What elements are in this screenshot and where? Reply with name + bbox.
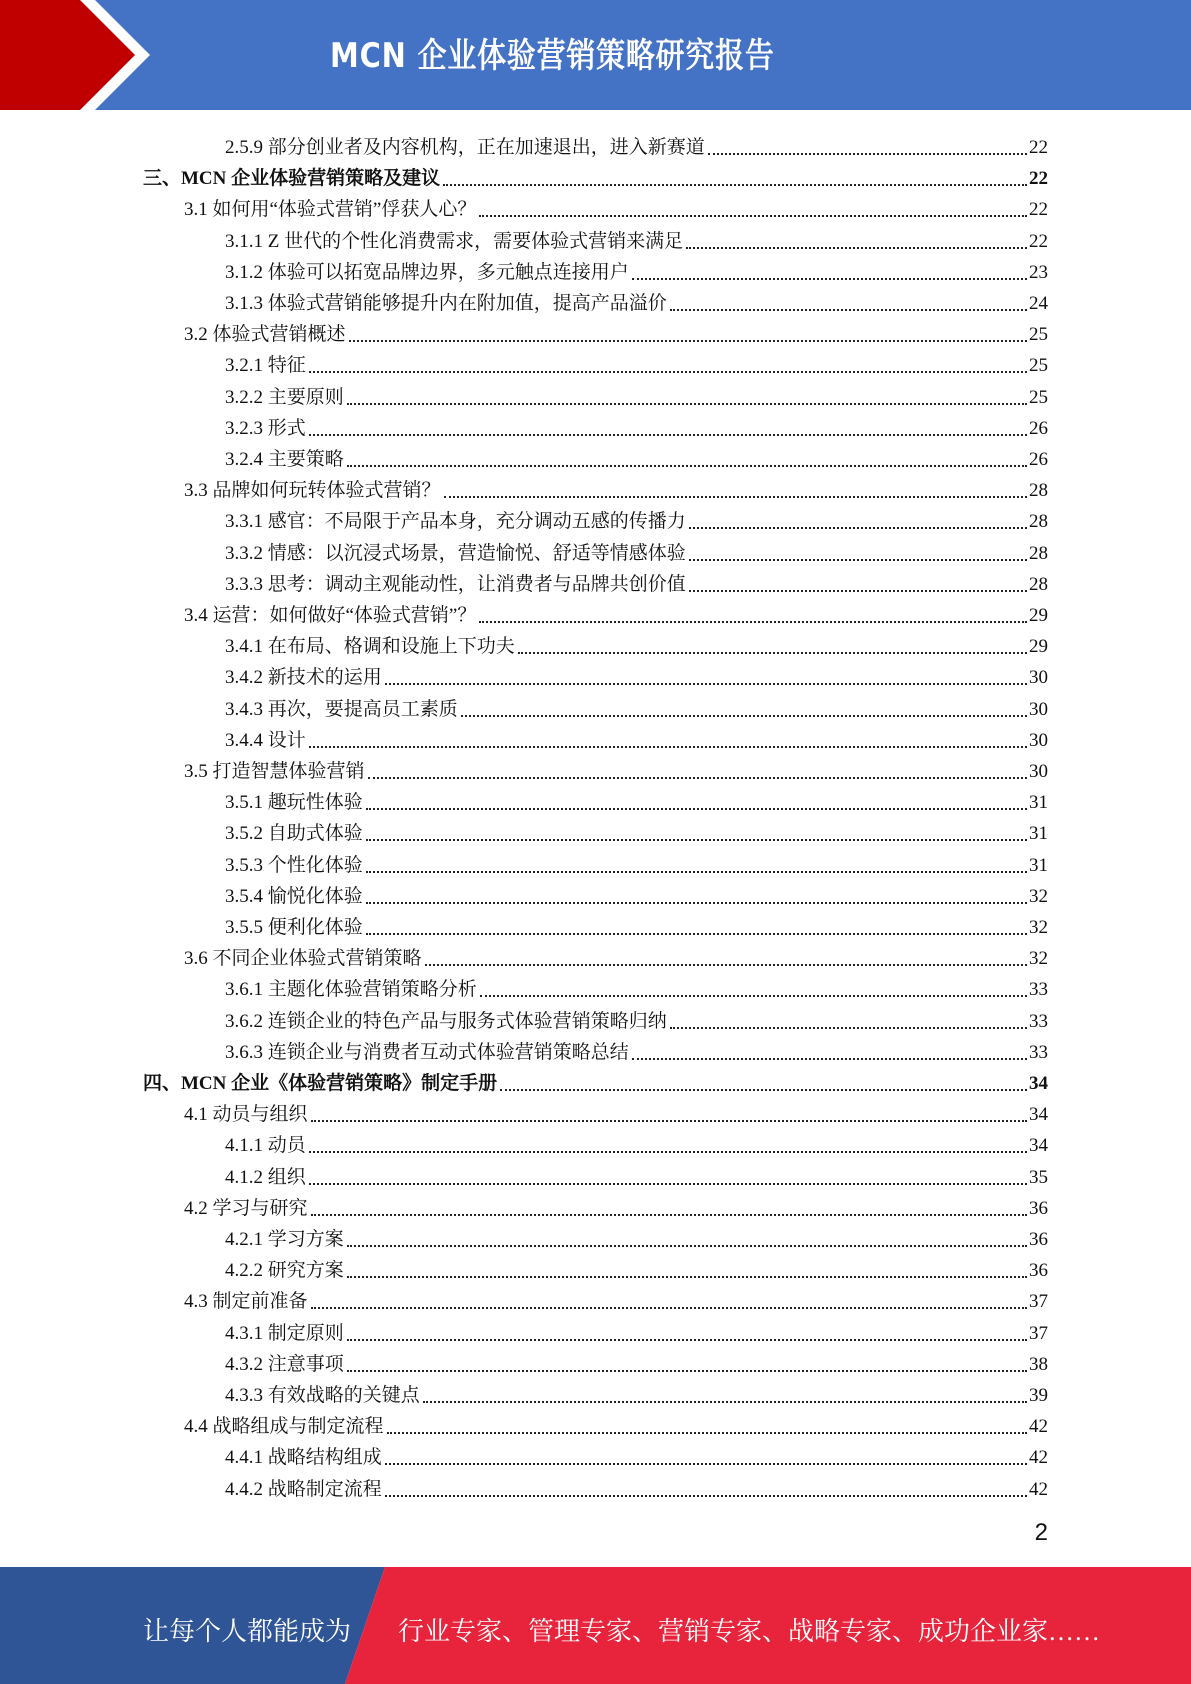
toc-entry-page: 28	[1029, 542, 1048, 564]
toc-entry[interactable]	[225, 253, 1048, 284]
header-arrow-decoration	[0, 0, 160, 110]
toc-entry-page: 34	[1029, 1073, 1048, 1094]
toc-entry-label: 3.2.1 特征	[225, 355, 306, 377]
toc-entry-page: 22	[1029, 199, 1048, 221]
toc-entry[interactable]	[184, 939, 1048, 970]
toc-entry-label: 4.1.1 动员	[225, 1135, 306, 1157]
toc-entry[interactable]	[225, 970, 1048, 1001]
toc-entry-label: 3.4 运营：如何做好“体验式营销”？	[184, 605, 477, 626]
toc-dot-leader	[670, 309, 1027, 311]
toc-entry-page: 37	[1029, 1322, 1048, 1344]
toc-entry-page: 22	[1029, 137, 1048, 158]
toc-entry-page: 39	[1029, 1385, 1048, 1406]
toc-entry[interactable]	[225, 1158, 1048, 1189]
toc-entry-page: 38	[1029, 1353, 1048, 1375]
toc-entry[interactable]	[225, 1220, 1048, 1251]
page-footer	[0, 1567, 1191, 1684]
toc-entry-page: 29	[1029, 605, 1048, 626]
toc-entry-page: 33	[1029, 1010, 1048, 1032]
toc-dot-leader	[500, 1089, 1027, 1091]
toc-dot-leader	[347, 1370, 1027, 1372]
toc-dot-leader	[368, 777, 1027, 779]
toc-entry[interactable]	[225, 814, 1048, 845]
toc-entry-label: 3.6.1 主题化体验营销策略分析	[225, 979, 477, 1001]
toc-entry-label: 4.4 战略组成与制定流程	[184, 1416, 384, 1438]
toc-entry[interactable]	[184, 752, 1048, 783]
toc-entry[interactable]	[225, 1251, 1048, 1282]
toc-entry-page: 28	[1029, 511, 1048, 533]
toc-dot-leader	[461, 715, 1027, 717]
page-header	[0, 0, 1191, 110]
toc-entry-page: 25	[1029, 386, 1048, 408]
toc-dot-leader	[387, 1432, 1027, 1434]
toc-entry-page: 26	[1029, 449, 1048, 470]
toc-entry-label: 4.2 学习与研究	[184, 1197, 308, 1219]
toc-entry-page: 25	[1029, 355, 1048, 377]
toc-entry-label: 3.2.3 形式	[225, 417, 306, 439]
toc-entry[interactable]	[225, 1002, 1048, 1033]
toc-dot-leader	[479, 215, 1027, 217]
toc-entry-label: 三、MCN 企业体验营销策略及建议	[143, 168, 441, 190]
toc-dot-leader	[632, 278, 1027, 280]
toc-entry-label: 3.6 不同企业体验式营销策略	[184, 948, 422, 970]
toc-entry-page: 31	[1029, 823, 1048, 845]
toc-entry-label: 3.4.4 设计	[225, 729, 306, 751]
toc-dot-leader	[479, 621, 1027, 623]
toc-entry-page: 30	[1029, 698, 1048, 720]
toc-entry[interactable]	[225, 1126, 1048, 1157]
toc-entry-page: 35	[1029, 1166, 1048, 1188]
toc-dot-leader	[309, 746, 1027, 748]
page-title: MCN 企业体验营销策略研究报告	[330, 36, 775, 76]
toc-entry[interactable]	[184, 190, 1048, 221]
toc-entry[interactable]	[184, 471, 1048, 502]
toc-entry-label: 3.2 体验式营销概述	[184, 324, 346, 346]
toc-entry-label: 3.1.2 体验可以拓宽品牌边界，多元触点连接用户	[225, 261, 629, 283]
toc-entry[interactable]	[225, 627, 1048, 658]
toc-dot-leader	[385, 1495, 1027, 1497]
toc-entry[interactable]	[225, 1470, 1048, 1501]
toc-entry-label: 4.3 制定前准备	[184, 1291, 308, 1313]
toc-entry[interactable]	[184, 315, 1048, 346]
toc-entry[interactable]	[225, 908, 1048, 939]
toc-dot-leader	[480, 995, 1027, 997]
toc-dot-leader	[311, 1120, 1027, 1122]
toc-dot-leader	[366, 839, 1027, 841]
toc-entry-page: 24	[1029, 293, 1048, 314]
toc-entry[interactable]	[225, 783, 1048, 814]
toc-dot-leader	[347, 465, 1027, 467]
toc-entry-label: 3.4.2 新技术的运用	[225, 667, 382, 689]
toc-dot-leader	[670, 1027, 1027, 1029]
page-number: 2	[1034, 1519, 1048, 1546]
toc-entry[interactable]	[184, 1407, 1048, 1438]
toc-entry[interactable]	[225, 346, 1048, 377]
toc-entry-label: 3.3.1 感官：不局限于产品本身，充分调动五感的传播力	[225, 511, 686, 533]
toc-entry-label: 4.2.1 学习方案	[225, 1229, 344, 1250]
toc-dot-leader	[366, 933, 1027, 935]
toc-dot-leader	[309, 434, 1027, 436]
toc-dot-leader	[347, 1276, 1027, 1278]
footer-slogan-right: 行业专家、管理专家、营销专家、战略专家、成功企业家……	[398, 1617, 1101, 1646]
toc-entry-page: 30	[1029, 667, 1048, 689]
toc-entry-label: 3.5.3 个性化体验	[225, 854, 363, 876]
toc-dot-leader	[708, 153, 1027, 155]
toc-entry-page: 30	[1029, 761, 1048, 782]
toc-dot-leader	[347, 1339, 1027, 1341]
toc-entry[interactable]	[225, 1314, 1048, 1345]
toc-entry-page: 32	[1029, 917, 1048, 938]
toc-entry-page: 34	[1029, 1135, 1048, 1157]
toc-entry[interactable]	[225, 721, 1048, 752]
toc-entry[interactable]	[225, 658, 1048, 689]
toc-dot-leader	[349, 340, 1027, 342]
toc-dot-leader	[425, 964, 1027, 966]
toc-entry-label: 3.2.2 主要原则	[225, 386, 344, 408]
toc-entry-label: 3.4.3 再次，要提高员工素质	[225, 698, 458, 720]
toc-entry-page: 42	[1029, 1447, 1048, 1469]
toc-entry[interactable]	[225, 440, 1048, 471]
toc-entry-label: 4.4.2 战略制定流程	[225, 1478, 382, 1500]
toc-dot-leader	[347, 1245, 1027, 1247]
toc-entry[interactable]	[225, 565, 1048, 596]
toc-entry[interactable]	[184, 596, 1048, 627]
toc-entry-page: 37	[1029, 1291, 1048, 1313]
toc-entry-page: 32	[1029, 885, 1048, 907]
toc-dot-leader	[444, 496, 1027, 498]
toc-entry-label: 3.5.1 趣玩性体验	[225, 792, 363, 814]
toc-entry[interactable]	[225, 877, 1048, 908]
toc-dot-leader	[311, 1307, 1027, 1309]
toc-entry-page: 32	[1029, 948, 1048, 970]
toc-entry-label: 4.3.3 有效战略的关键点	[225, 1385, 420, 1406]
toc-entry-label: 3.6.2 连锁企业的特色产品与服务式体验营销策略归纳	[225, 1010, 667, 1032]
toc-entry[interactable]	[225, 378, 1048, 409]
toc-entry-label: 3.5.4 愉悦化体验	[225, 885, 363, 907]
toc-entry-label: 4.2.2 研究方案	[225, 1260, 344, 1282]
toc-entry-label: 3.1.3 体验式营销能够提升内在附加值，提高产品溢价	[225, 293, 667, 314]
toc-dot-leader	[309, 1183, 1027, 1185]
toc-entry[interactable]	[225, 222, 1048, 253]
toc-dot-leader	[423, 1401, 1027, 1403]
toc-entry-label: 3.2.4 主要策略	[225, 449, 344, 470]
toc-entry[interactable]	[225, 502, 1048, 533]
toc-entry[interactable]	[225, 284, 1048, 315]
toc-entry-label: 3.5.5 便利化体验	[225, 917, 363, 938]
toc-entry-page: 30	[1029, 729, 1048, 751]
toc-entry-label: 3.5.2 自助式体验	[225, 823, 363, 845]
toc-entry[interactable]	[184, 1282, 1048, 1313]
toc-entry-page: 31	[1029, 792, 1048, 814]
toc-entry-page: 22	[1029, 168, 1048, 190]
toc-entry[interactable]	[184, 1189, 1048, 1220]
toc-entry-label: 4.4.1 战略结构组成	[225, 1447, 382, 1469]
toc-entry-page: 23	[1029, 261, 1048, 283]
toc-entry-page: 31	[1029, 854, 1048, 876]
toc-dot-leader	[366, 871, 1027, 873]
toc-dot-leader	[309, 371, 1027, 373]
toc-entry-label: 3.3 品牌如何玩转体验式营销？	[184, 480, 441, 502]
toc-entry-page: 36	[1029, 1260, 1048, 1282]
toc-entry[interactable]	[225, 128, 1048, 159]
toc-entry-label: 3.3.3 思考：调动主观能动性，让消费者与品牌共创价值	[225, 573, 686, 595]
toc-entry[interactable]	[225, 1033, 1048, 1064]
toc-entry-label: 3.1.1 Z 世代的个性化消费需求，需要体验式营销来满足	[225, 230, 684, 252]
toc-entry-page: 22	[1029, 230, 1048, 252]
toc-entry[interactable]	[225, 1438, 1048, 1469]
toc-dot-leader	[347, 403, 1027, 405]
toc-entry-page: 29	[1029, 636, 1048, 658]
toc-dot-leader	[689, 590, 1027, 592]
toc-entry-page: 36	[1029, 1229, 1048, 1250]
toc-dot-leader	[366, 902, 1027, 904]
toc-entry-label: 3.4.1 在布局、格调和设施上下功夫	[225, 636, 515, 658]
toc-entry-page: 33	[1029, 1041, 1048, 1063]
toc-entry[interactable]	[184, 1095, 1048, 1126]
toc-entry[interactable]	[225, 846, 1048, 877]
toc-dot-leader	[366, 808, 1027, 810]
toc-entry-page: 25	[1029, 324, 1048, 346]
toc-dot-leader	[632, 1058, 1027, 1060]
toc-dot-leader	[518, 652, 1027, 654]
toc-entry-label: 4.3.2 注意事项	[225, 1353, 344, 1375]
toc-entry[interactable]	[143, 159, 1048, 190]
toc-entry[interactable]	[143, 1064, 1048, 1095]
footer-slogan-left: 让每个人都能成为	[143, 1617, 352, 1646]
toc-dot-leader	[385, 1463, 1027, 1465]
toc-dot-leader	[686, 247, 1027, 249]
toc-entry-label: 4.1 动员与组织	[184, 1104, 308, 1126]
toc-entry-page: 33	[1029, 979, 1048, 1001]
toc-entry-label: 4.1.2 组织	[225, 1166, 306, 1188]
toc-dot-leader	[311, 1214, 1027, 1216]
toc-dot-leader	[689, 559, 1027, 561]
toc-entry-page: 42	[1029, 1416, 1048, 1438]
toc-entry[interactable]	[225, 409, 1048, 440]
toc-entry-label: 3.5 打造智慧体验营销	[184, 761, 365, 782]
toc-entry-page: 36	[1029, 1197, 1048, 1219]
toc-entry-page: 28	[1029, 573, 1048, 595]
toc-entry[interactable]	[225, 1376, 1048, 1407]
toc-entry[interactable]	[225, 690, 1048, 721]
toc-entry-label: 四、MCN 企业《体验营销策略》制定手册	[143, 1073, 498, 1094]
toc-entry-label: 3.3.2 情感：以沉浸式场景，营造愉悦、舒适等情感体验	[225, 542, 686, 564]
toc-entry-label: 3.1 如何用“体验式营销”俘获人心？	[184, 199, 477, 221]
toc-entry-page: 42	[1029, 1478, 1048, 1500]
toc-dot-leader	[385, 683, 1027, 685]
toc-entry-label: 4.3.1 制定原则	[225, 1322, 344, 1344]
toc-dot-leader	[689, 527, 1027, 529]
toc-entry[interactable]	[225, 534, 1048, 565]
toc-entry-page: 26	[1029, 417, 1048, 439]
toc-entry-page: 34	[1029, 1104, 1048, 1126]
toc-entry-page: 28	[1029, 480, 1048, 502]
toc-entry[interactable]	[225, 1345, 1048, 1376]
toc-dot-leader	[309, 1151, 1027, 1153]
toc-entry-label: 3.6.3 连锁企业与消费者互动式体验营销策略总结	[225, 1041, 629, 1063]
toc-entry-label: 2.5.9 部分创业者及内容机构，正在加速退出，进入新赛道	[225, 137, 705, 158]
toc-dot-leader	[443, 184, 1027, 186]
